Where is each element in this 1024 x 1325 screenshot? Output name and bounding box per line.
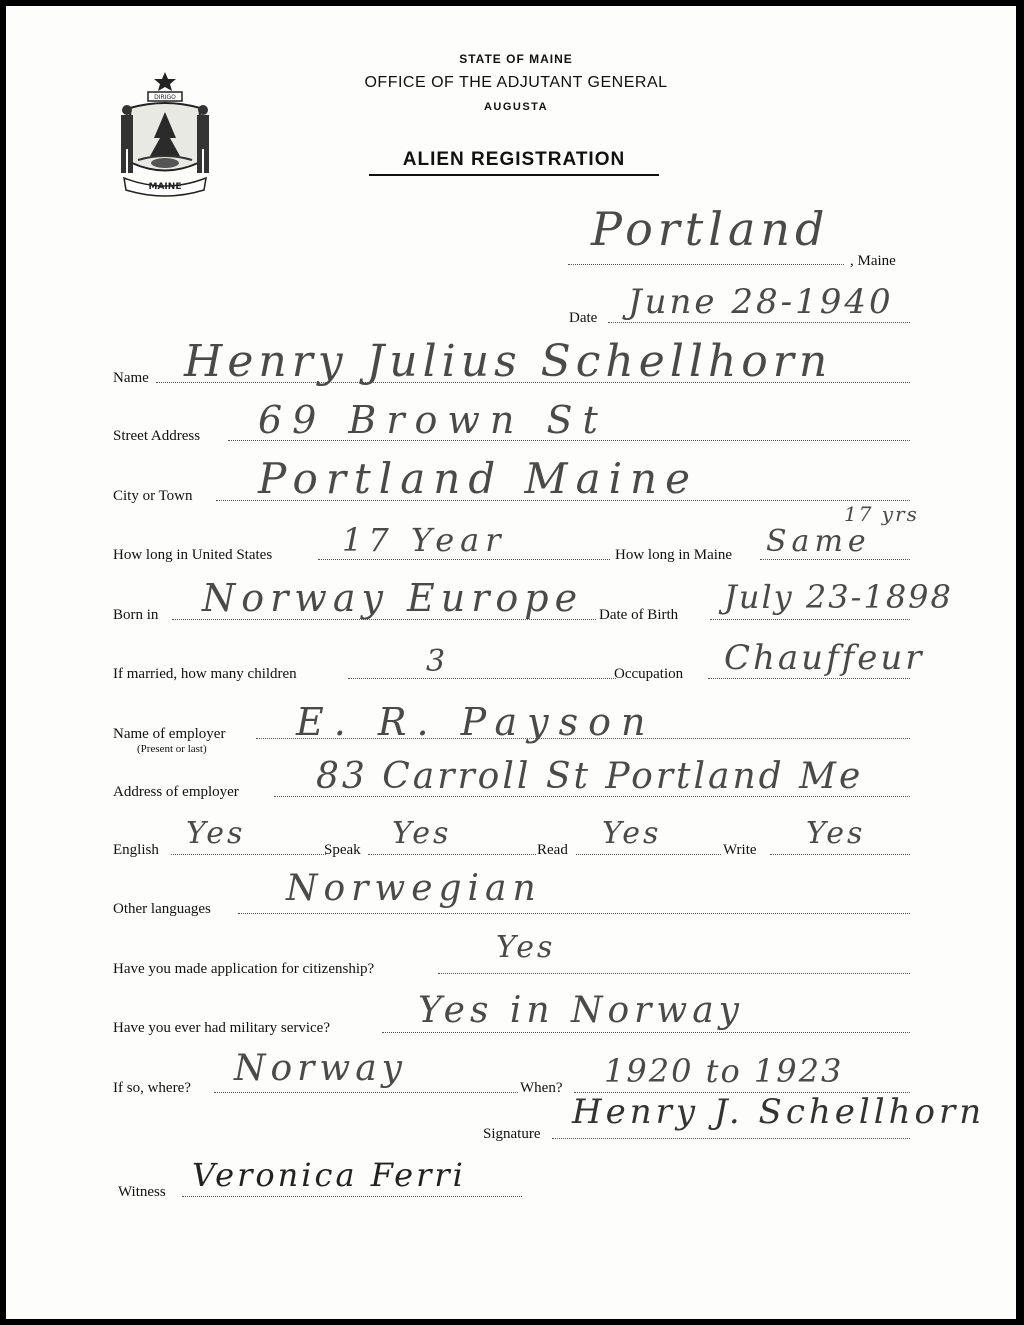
how-long-maine-note: 17 yrs [844,502,919,526]
street-address-entry: 69 Brown St [258,398,608,442]
name-label: Name [113,370,149,386]
header-office: OFFICE OF THE ADJUTANT GENERAL [364,74,668,91]
city-or-town-entry: Portland Maine [258,454,698,503]
if-so-where-line [214,1092,518,1093]
seal-banner-text: DIRIGO [154,94,176,101]
born-in-entry: Norway Europe [202,576,584,620]
employer-name-entry: E. R. Payson [296,700,656,744]
other-languages-entry: Norwegian [286,868,542,909]
employer-note-label: (Present or last) [137,743,207,755]
write-line [770,854,910,855]
english-line [171,854,326,855]
occupation-label: Occupation [614,666,684,682]
married-children-label: If married, how many children [113,666,297,682]
name-entry: Henry Julius Schellhorn [184,336,833,387]
date-of-birth-label: Date of Birth [599,607,679,623]
header-state: STATE OF MAINE [459,52,573,66]
citizenship-line [438,973,910,974]
employer-name-label: Name of employer [113,726,226,742]
maine-state-seal-icon [110,68,220,198]
english-entry: Yes [186,816,246,851]
read-label: Read [537,842,568,858]
citizenship-label: Have you made application for citizenship? [113,961,375,977]
occupation-entry: Chauffeur [724,638,925,678]
how-long-maine-line [760,559,910,560]
maine-label: , Maine [850,253,896,269]
english-label: English [113,842,159,858]
when-entry: 1920 to 1923 [604,1052,844,1090]
speak-line [368,854,536,855]
citizenship-entry: Yes [496,930,556,965]
how-long-us-line [318,559,610,560]
witness-label: Witness [118,1184,166,1200]
registration-form [6,6,1016,1319]
header-city: AUGUSTA [483,101,549,113]
occupation-line [708,678,910,679]
write-label: Write [723,842,757,858]
employer-address-label: Address of employer [113,784,239,800]
how-long-us-label: How long in United States [113,547,273,563]
military-entry: Yes in Norway [418,990,744,1031]
children-entry: 3 [426,644,449,679]
date-of-birth-line [710,619,910,620]
military-line [382,1032,910,1033]
date-line [608,322,910,323]
how-long-us-entry: 17 Year [342,521,507,559]
street-address-label: Street Address [113,428,201,444]
write-entry: Yes [806,816,866,851]
employer-address-entry: 83 Carroll St Portland Me [316,756,864,797]
married-children-line [348,678,616,679]
seal-ribbon-text: MAINE [148,182,182,192]
if-so-where-label: If so, where? [113,1080,191,1096]
date-of-birth-entry: July 23-1898 [724,578,953,616]
place-line [568,264,844,265]
witness-entry: Veronica Ferri [192,1156,466,1194]
speak-label: Speak [324,842,361,858]
born-in-label: Born in [113,607,159,623]
other-languages-label: Other languages [113,901,211,917]
read-entry: Yes [602,816,662,851]
where-entry: Norway [234,1048,407,1089]
signature-label: Signature [483,1126,541,1142]
witness-line [182,1196,522,1197]
signature-entry: Henry J. Schellhorn [572,1092,986,1132]
read-line [576,854,721,855]
place-entry: Portland [591,202,830,256]
other-languages-line [238,913,910,914]
military-label: Have you ever had military service? [113,1020,330,1036]
form-title: ALIEN REGISTRATION [369,149,659,176]
date-label: Date [569,310,598,326]
when-label: When? [520,1080,563,1096]
date-entry: June 28-1940 [628,282,894,322]
signature-line [552,1138,910,1139]
city-or-town-label: City or Town [113,488,193,504]
speak-entry: Yes [392,816,452,851]
how-long-maine-label: How long in Maine [615,547,733,563]
how-long-maine-entry: Same [766,524,871,559]
